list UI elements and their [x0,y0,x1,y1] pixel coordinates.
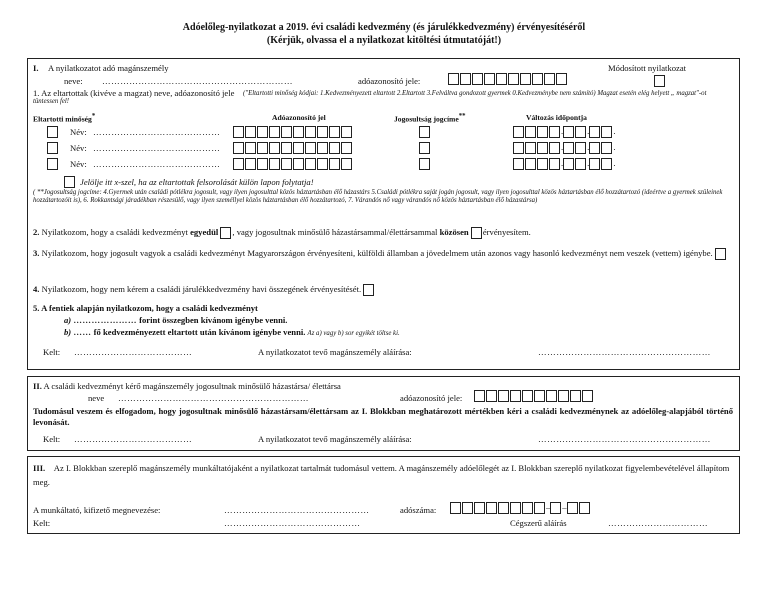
section-1-signature-label: A nyilatkozatot tevő magánszemély aláírása: [258,347,412,357]
spouse-name-field[interactable]: ……………………………………………………… [118,393,309,403]
jointly-checkbox[interactable] [471,227,482,239]
employer-taxno-label: adószáma: [400,505,437,515]
item-5-b: b) …… fő kedvezményezett eltartott után kívánom igénybe venni. Az a) vagy b) sor egyikét töltse ki. [64,327,400,337]
section-3-date-label: Kelt: [33,518,51,528]
continue-list-note: Jelölje itt x-szel, ha az eltartottak felsorolását külön lapon folytatja! [80,177,314,187]
col-title-header: Jogosultság jogcíme** [394,113,466,124]
section-1-roman: I. [33,63,39,73]
change-date-boxes[interactable]: . . . [513,126,615,138]
item-5-header: 5. A fentiek alapján nyilatkozom, hogy a családi kedvezményt [33,303,258,313]
section-2-date-label: Kelt: [43,434,61,444]
dependent-name-field[interactable]: …………………………………… [93,159,221,169]
dependent-name-label: Név: [70,143,87,153]
title-box[interactable] [419,158,430,170]
item-4: 4. Nyilatkozom, hogy nem kérem a családi járulékkedvezmény havi összegének érvényesítését. [33,284,375,296]
item-5-a: a) ………………… forint összegben kívánom igénybe venni. [64,315,288,325]
item-3: 3. Nyilatkozom, hogy jogosult vagyok a családi kedvezményt Magyarországon érvényesíteni, külföldi államban a jövedelmem után azonos vagy hasonló kedvezményt nem veszek (vettem) igénybe. [33,245,733,262]
section-3-date-field[interactable]: ……………………………………… [224,518,361,528]
declarant-name-field[interactable]: ……………………………………………………… [102,76,293,86]
dependent-taxid-boxes[interactable] [233,126,353,138]
status-box[interactable] [47,158,58,170]
dependent-name-label: Név: [70,127,87,137]
spouse-taxid-label: adóazonosító jele: [400,393,463,403]
dependent-name-label: Név: [70,159,87,169]
section-1-header: A nyilatkozatot adó magánszemély [48,63,169,73]
section-3 [27,456,740,534]
section-2-header: II. A családi kedvezményt kérő magánszemély jogosultnak minősülő házastársa/ élettársa [33,381,341,391]
title-codes-footnote: ( **Jogosultság jogcíme: 4.Gyermek után családi pótlékra jogosult, vagy ilyen jogosulttal közös háztartásban élő házastárs 5.Családi pótlékra saját jogán jogosult, vagy ilyen jogosulttal közös háztartásban élő hozzátartozó (ideértve a gyermek szüleinek hozzátartozóit is), 6. Rokkantsági járadékban részesülő, vagy ilyen személlyel közös háztartásban élő hozzátartozó, 7. Várandós nő vagy várandós nő közös háztartásban élő házastársa) [33,189,723,205]
company-signature-field[interactable]: …………………………… [608,518,709,528]
declarant-name-label: neve: [64,76,83,86]
status-box[interactable] [47,126,58,138]
spouse-statement: Tudomásul veszem és elfogadom, hogy jogosultnak minősülő házastársam/élettársam az I. Blokkban meghatározott mértékben kéri a családi kedvezménynek az adóelőleg-alapjából történő levonását. [33,406,733,427]
modified-declaration-checkbox[interactable] [654,75,665,87]
col-change-header: Változás időpontja [526,113,587,122]
section-2-signature-field[interactable]: ………………………………………………… [538,434,711,444]
section-1 [27,58,740,370]
title-box[interactable] [419,142,430,154]
form-title: Adóelőleg-nyilatkozat a 2019. évi családi kedvezmény (és járulékkedvezmény) érvényesítéséről [182,22,586,33]
persons-field[interactable]: …… [73,327,92,337]
col-status-header: Eltartotti minőség* [33,113,96,124]
form-subtitle: (Kérjük, olvassa el a nyilatkozat kitöltési útmutatóját!) [266,35,502,46]
declarant-taxid-label: adóazonosító jele: [358,76,421,86]
item-1-text: Az eltartottak (kivéve a magzat) neve, adóazonosító jele [41,88,235,98]
employer-field[interactable]: ………………………………………… [224,505,370,515]
modified-declaration-label: Módosított nyilatkozat [608,63,687,73]
section-1-date-label: Kelt: [43,347,61,357]
section-3-text: III. Az I. Blokkban szereplő magánszemély munkáltatójaként a nyilatkozat tartalmát tudomásul vettem. A magánszemély adóelőlegét az I. Blokkban szereplő nyilatkozat figyelembevételével állapítom meg. [33,463,730,487]
alone-checkbox[interactable] [220,227,231,239]
change-date-boxes[interactable]: . . . [513,158,615,170]
item-3-checkbox[interactable] [715,248,726,260]
declarant-taxid-boxes[interactable] [448,73,568,85]
section-2-date-field[interactable]: ………………………………… [74,434,193,444]
dependent-name-field[interactable]: …………………………………… [93,127,221,137]
section-1-signature-field[interactable]: ………………………………………………… [538,347,711,357]
section-2 [27,376,740,451]
status-box[interactable] [47,142,58,154]
company-signature-label: Cégszerű aláírás [510,518,567,528]
employer-taxno-boxes[interactable]: – – [450,502,591,514]
spouse-name-label: neve [88,393,105,403]
dependent-taxid-boxes[interactable] [233,142,353,154]
dependents-table [33,126,733,174]
amount-field[interactable]: ………………… [73,315,137,325]
title-box[interactable] [419,126,430,138]
continue-list-checkbox[interactable] [64,176,75,188]
spouse-taxid-boxes[interactable] [474,390,594,402]
dependent-name-field[interactable]: …………………………………… [93,143,221,153]
item-1-number: 1. [33,88,40,98]
change-date-boxes[interactable]: . . . [513,142,615,154]
section-1-date-field[interactable]: ………………………………… [74,347,193,357]
item-1-note: ("Eltartotti minőség kódjai: 1.Kedvezményezett eltartott 2.Eltartott 3.Felváltva gondozott gyermek 0.Kedvezménybe nem számító) Magzat esetén elég helyett „ magzat"-ot tüntessen fel! [33,90,707,106]
section-2-signature-label: A nyilatkozatot tevő magánszemély aláírása: [258,434,412,444]
dependent-taxid-boxes[interactable] [233,158,353,170]
item-2: 2. Nyilatkozom, hogy a családi kedvezményt egyedül , vagy jogosultnak minősülő házastársammal/élettársammal közösen érvényesítem. [33,227,531,239]
item-4-checkbox[interactable] [363,284,374,296]
col-taxid-header: Adóazonosító jel [272,113,326,122]
employer-label: A munkáltató, kifizető megnevezése: [33,505,161,515]
